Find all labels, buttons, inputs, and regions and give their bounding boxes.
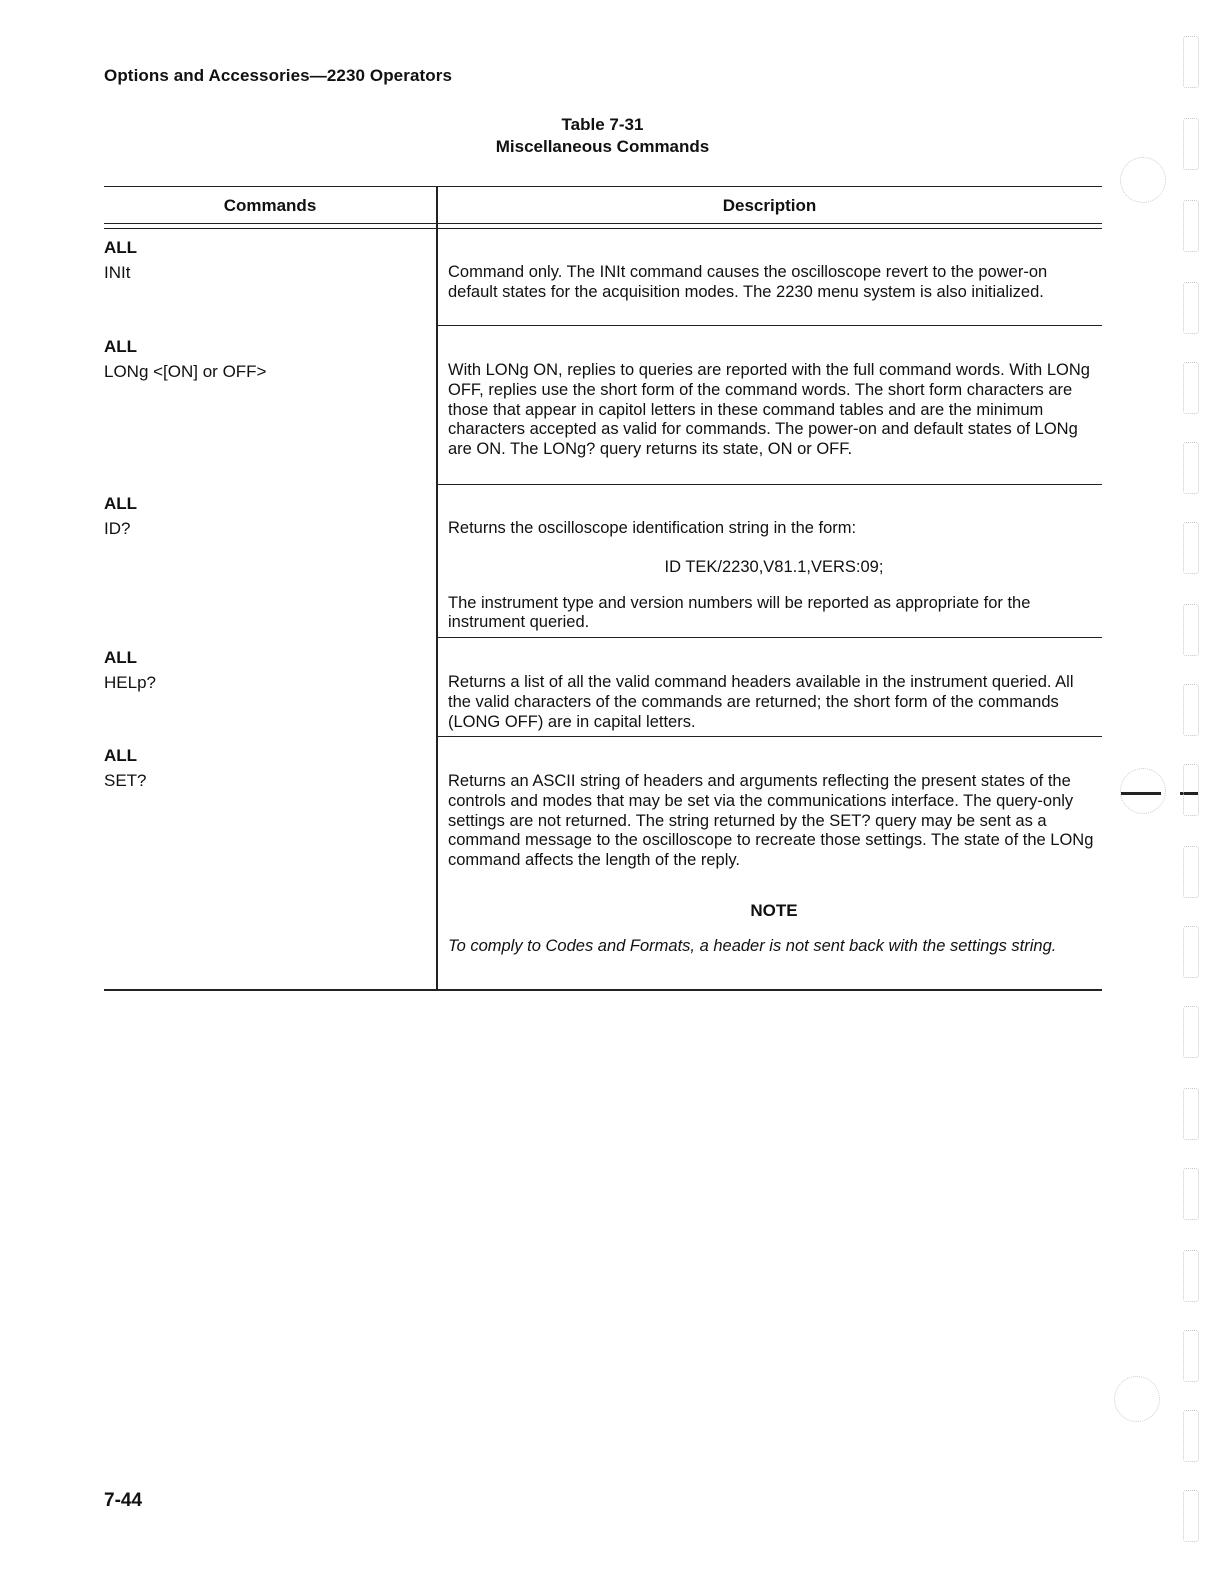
- page-edge-tab: [1183, 1088, 1199, 1140]
- column-header-commands: Commands: [223, 196, 317, 215]
- page-edge-tab: [1183, 200, 1199, 252]
- command-cell: [104, 491, 424, 541]
- row-divider: [437, 484, 1102, 485]
- page-edge-tab: [1183, 1006, 1199, 1058]
- table-header-rule: [104, 223, 1102, 224]
- command-cell: [104, 334, 424, 384]
- column-divider: [436, 187, 438, 990]
- page-edge-tab: [1183, 1168, 1199, 1220]
- row-divider: [437, 637, 1102, 638]
- command-group: ALL: [104, 648, 138, 667]
- page-edge-tab: [1183, 604, 1199, 656]
- description-text: With LONg ON, replies to queries are reported with the full command words. With LONg OFF, replies use the short form of the command words. The short form characters are those that appear in capitol letters in these command tables and are the minimum characters accepted as valid for commands. The power-on and default states of LONg are ON. The LONg? query returns its state, ON or OFF.: [448, 361, 1090, 459]
- note-heading: NOTE: [750, 900, 798, 920]
- page-edge-tab: [1183, 282, 1199, 334]
- table-top-rule: [104, 186, 1102, 187]
- page-edge-tab: [1183, 926, 1199, 978]
- description-text: Returns a list of all the valid command headers available in the instrument queried. All the valid characters of the commands are returned; the short form of the commands (LONG OFF) are in capital letters.: [448, 673, 1074, 731]
- command-name: HELp?: [104, 673, 156, 692]
- description-cell: [448, 263, 1100, 303]
- description-text-2: The instrument type and version numbers will be reported as appropriate for the instrument queried.: [448, 593, 1031, 632]
- row-divider: [437, 325, 1102, 326]
- page-edge-tab: [1183, 1330, 1199, 1382]
- page-edge-tab: [1183, 846, 1199, 898]
- page-edge-tab: [1183, 118, 1199, 170]
- column-header-description: Description: [722, 196, 817, 215]
- command-cell: [104, 645, 424, 695]
- command-name: LONg <[ON] or OFF>: [104, 362, 267, 381]
- binder-hole-mark: [1114, 1376, 1160, 1422]
- running-header: Options and Accessories—2230 Operators: [104, 66, 453, 85]
- command-name: SET?: [104, 771, 147, 790]
- command-name: INIt: [104, 263, 131, 282]
- description-cell: [448, 772, 1100, 957]
- command-cell: [104, 743, 424, 793]
- page-edge-tab: [1183, 684, 1199, 736]
- table-caption: [0, 114, 1205, 158]
- page-edge-tab: [1183, 1410, 1199, 1462]
- page-number: 7-44: [104, 1490, 143, 1511]
- description-text: Command only. The INIt command causes the oscilloscope revert to the power-on default states for the acquisition modes. The 2230 menu system is also initialized.: [448, 263, 1048, 301]
- command-group: ALL: [104, 494, 138, 513]
- page-edge-tab: [1183, 522, 1199, 574]
- description-cell: [448, 361, 1100, 460]
- description-text: Returns an ASCII string of headers and arguments reflecting the present states of the controls and modes that may be set via the communications interface. The query-only settings are not returned. The string returned by the SET? query may be sent as a command message to the oscilloscope to recreate those settings. The state of the LONg command affects the length of the reply.: [448, 772, 1094, 870]
- table-number: Table 7-31: [561, 115, 644, 134]
- command-group: ALL: [104, 337, 138, 356]
- table-header-rule-double: [104, 228, 1102, 229]
- command-group: ALL: [104, 238, 138, 257]
- command-name: ID?: [104, 519, 131, 538]
- description-text: Returns the oscilloscope identification string in the form:: [448, 519, 857, 537]
- example-string: ID TEK/2230,V81.1,VERS:09;: [664, 557, 884, 576]
- binder-hole-mark: [1120, 157, 1166, 203]
- page-edge-tab: [1183, 362, 1199, 414]
- page-edge-tab: [1183, 764, 1199, 816]
- table-bottom-rule: [104, 989, 1102, 991]
- binder-mark: [1121, 792, 1161, 795]
- page-edge-tab: [1183, 1250, 1199, 1302]
- page-edge-tab: [1183, 442, 1199, 494]
- description-cell: [448, 673, 1100, 732]
- table-title: Miscellaneous Commands: [495, 137, 710, 156]
- note-text: To comply to Codes and Formats, a header is not sent back with the settings string.: [448, 936, 1057, 955]
- row-divider: [437, 736, 1102, 737]
- command-cell: [104, 235, 424, 285]
- binder-hole-mark: [1120, 768, 1166, 814]
- command-group: ALL: [104, 746, 138, 765]
- page-edge-tab: [1183, 1490, 1199, 1542]
- page-edge-tab: [1183, 36, 1199, 88]
- description-cell: [448, 519, 1100, 633]
